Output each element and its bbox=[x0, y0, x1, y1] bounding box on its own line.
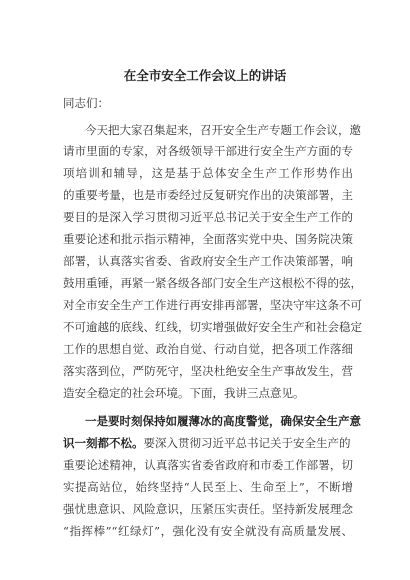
paragraph-line: 实提高站位，始终坚持“人民至上、生命至上”，不断增 bbox=[63, 480, 353, 494]
section-heading: 一是要时刻保持如履薄冰的高度警觉，确保安全生产意 bbox=[85, 414, 361, 428]
section-body-start: 要深入贯彻习近平总书记关于安全生产的 bbox=[143, 436, 351, 450]
paragraph-line: 重要论述和批示指示精神，全面落实党中央、国务院决策 bbox=[63, 232, 353, 246]
section-heading-end: 识一刻都不松。 bbox=[63, 436, 144, 450]
paragraph-line: 的重要考量，也是市委经过反复研究作出的决策部署，主 bbox=[63, 188, 353, 202]
paragraph-line: 部署，认真落实省委、省政府安全生产工作决策部署，响 bbox=[63, 254, 353, 268]
paragraph-line: 工作的思想自觉、政治自觉、行动自觉，把各项工作落细 bbox=[63, 342, 353, 356]
paragraph-line: 造安全稳定的社会环境。下面，我讲三点意见。 bbox=[63, 386, 305, 400]
paragraph-line: 对全市安全生产工作进行再安排再部署，坚决守牢这条不可 bbox=[63, 298, 362, 312]
paragraph-line: 鼓用重锤，再紧一紧各级各部门安全生产这根松不得的弦， bbox=[63, 276, 362, 290]
paragraph-line: 不可逾越的底线、红线，切实增强做好安全生产和社会稳定 bbox=[63, 320, 362, 334]
paragraph-line: “指挥棒”“红绿灯”，强化没有安全就没有高质量发展、 bbox=[63, 524, 353, 538]
paragraph-line: 要目的是深入学习贯彻习近平总书记关于安全生产工作的 bbox=[63, 210, 353, 224]
paragraph-line: 强忧患意识、风险意识，压紧压实责任。坚持新发展理念 bbox=[63, 502, 353, 516]
paragraph-line: 今天把大家召集起来，召开安全生产专题工作会议，邀 bbox=[85, 123, 361, 137]
document-title: 在全市安全工作会议上的讲话 bbox=[123, 68, 287, 83]
paragraph-line: 重要论述精神，认真落实省委省政府和市委工作部署，切 bbox=[63, 458, 353, 472]
paragraph-line: 请市里面的专家，对各级领导干部进行安全生产方面的专 bbox=[63, 144, 353, 158]
section-heading-continuation bbox=[63, 434, 353, 452]
salutation: 同志们： bbox=[63, 96, 109, 110]
paragraph-line: 项培训和辅导，这是基于总体安全生产工作形势作出 bbox=[63, 166, 353, 180]
paragraph-line: 落实落到位，严防死守，坚决杜绝安全生产事故发生，营 bbox=[63, 364, 353, 378]
